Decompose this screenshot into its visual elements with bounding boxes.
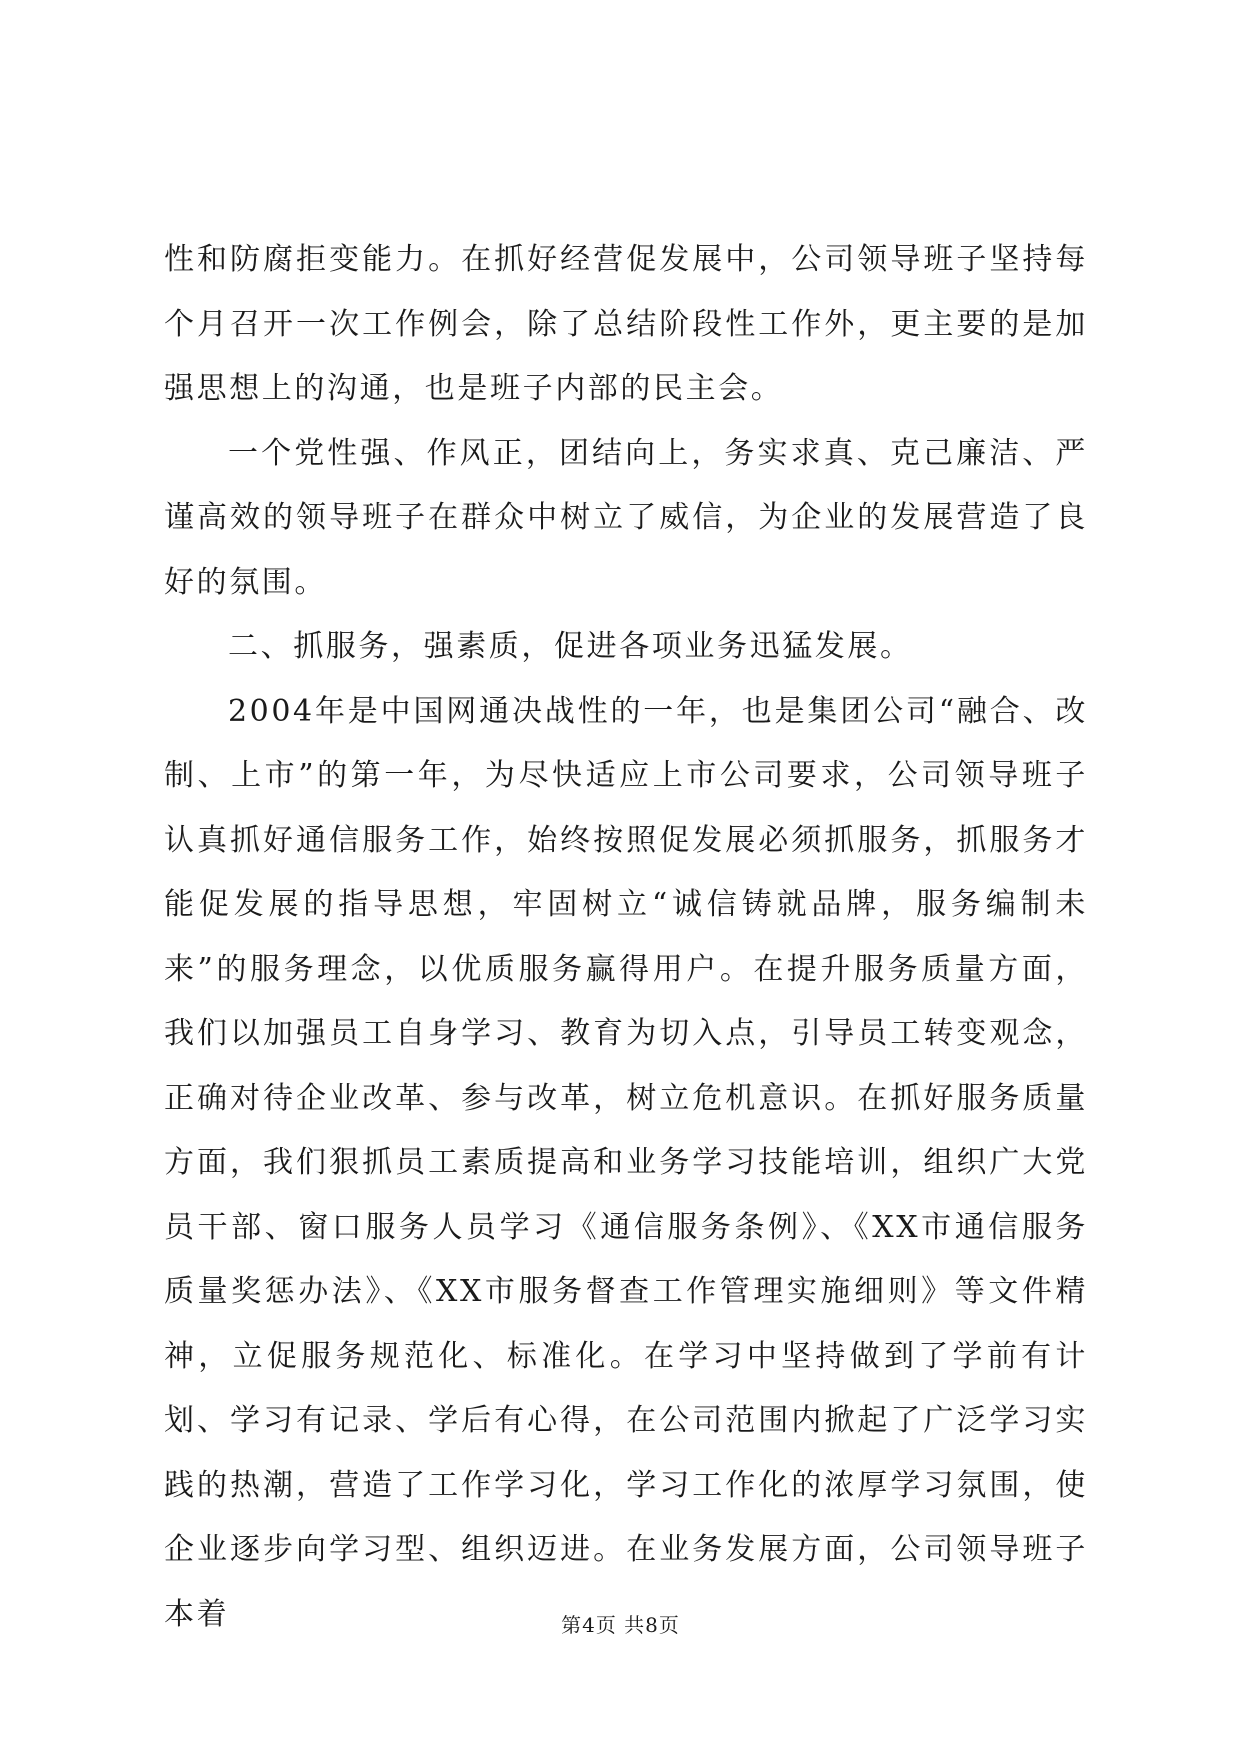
page-footer: 第4页 共8页 [561,1613,680,1637]
section-heading: 二、抓服务，强素质，促进各项业务迅猛发展。 [228,629,913,664]
paragraph-service-2004: 2004年是中国网通决战性的一年，也是集团公司“融合、改制、上市”的第一年，为尽快适应上市公司要求，公司领导班子认真抓好通信服务工作，始终按照促发展必须抓服务，抓服务才能促发展的指导思想，牢固树立“诚信铸就品牌，服务编制未来”的服务理念，以优质服务赢得用户。在提升服务质量方面，我们以加强员工自身学习、教育为切入点，引导员工转变观念，正确对待企业改革、参与改革，树立危机意识。在抓好服务质量方面，我们狠抓员工素质提高和业务学习技能培训，组织广大党员干部、窗口服务人员学习《通信服务条例》、《XX市通信服务质量奖惩办法》、《XX市服务督查工作管理实施细则》等文件精神，立促服务规范化、标准化。在学习中坚持做到了学前有计划、学习有记录、学后有心得，在公司范围内掀起了广泛学习实践的热潮，营造了工作学习化，学习工作化的浓厚学习氛围，使企业逐步向学习型、组织迈进。在业务发展方面，公司领导班子本着 [164,693,1088,1632]
paragraph-continuation: 性和防腐拒变能力。在抓好经营促发展中，公司领导班子坚持每个月召开一次工作例会，除了总结阶段性工作外，更主要的是加强思想上的沟通，也是班子内部的民主会。 [164,242,1088,406]
paragraph-leadership-team: 一个党性强、作风正，团结向上，务实求真、克己廉洁、严谨高效的领导班子在群众中树立了威信，为企业的发展营造了良好的氛围。 [164,435,1088,600]
document-body [164,228,1088,1647]
